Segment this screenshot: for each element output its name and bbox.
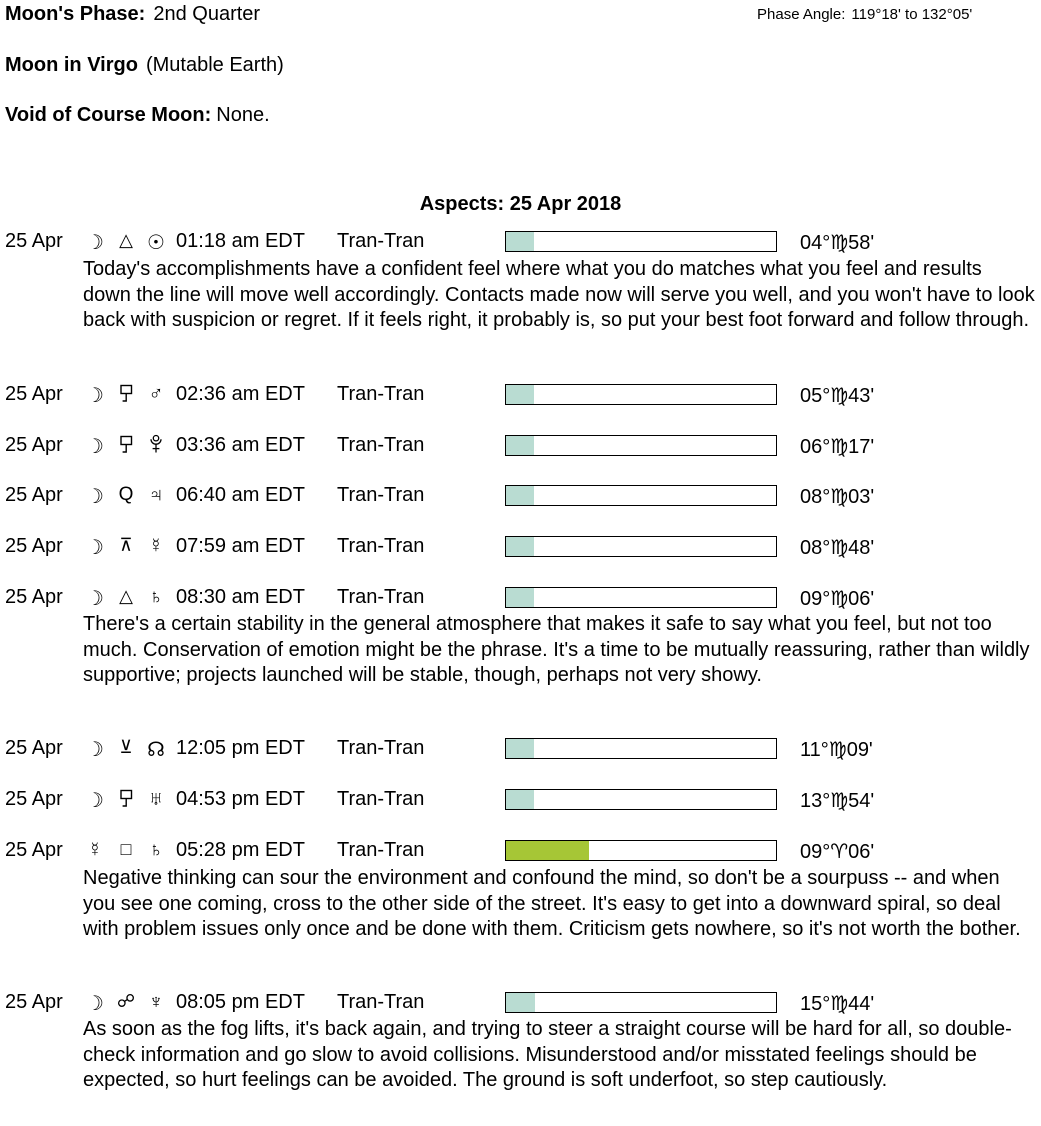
aspect-date: 25 Apr <box>5 230 63 252</box>
aspect-type: Tran-Tran <box>337 839 425 861</box>
mercury-icon: ☿ <box>87 839 103 861</box>
aspect-type: Tran-Tran <box>337 230 425 252</box>
phase-angle-label: Phase Angle: <box>757 6 846 23</box>
aspect-description: As soon as the fog lifts, it's back again, and trying to steer a straight course will be hard for all, so double-check information and go slow to avoid collisions. Misunderstood and/or misstated feelings should be expected, so hurt feelings can be avoided. The ground is soft underfoot, so step cautiously. <box>83 1018 1012 1092</box>
phase-angle-line <box>757 6 972 23</box>
moon-icon: ☽ <box>86 385 104 407</box>
aspect-date: 25 Apr <box>5 737 63 759</box>
aspect-description: Negative thinking can sour the environment and confound the mind, so don't be a sourpuss -- and when you see one coming, cross to the other side of the street. It's easy to get into a downward spiral, so deal with problem issues only once and be done with them. Criticism gets nowhere, so it's not worth the bother. <box>83 867 1021 941</box>
aspect-type: Tran-Tran <box>337 484 425 506</box>
orb-progress-bar <box>505 231 777 252</box>
aspect-type: Tran-Tran <box>337 586 425 608</box>
semisextile-icon: ⊻ <box>119 737 133 757</box>
aspect-row <box>0 535 1041 557</box>
orb-progress-fill <box>506 537 534 556</box>
orb-progress-fill <box>506 436 534 455</box>
aspect-time: 04:53 pm EDT <box>176 788 305 810</box>
north-node-icon: ☊ <box>147 739 165 761</box>
moon-sign-label: Moon in Virgo <box>5 54 138 76</box>
aspect-date: 25 Apr <box>5 839 63 861</box>
saturn-icon: ♄ <box>148 839 164 861</box>
saturn-icon: ♄ <box>148 586 164 608</box>
aspect-time: 03:36 am EDT <box>176 434 305 456</box>
aspects-title: Aspects: 25 Apr 2018 <box>419 193 622 215</box>
neptune-icon: ♆ <box>148 991 164 1013</box>
aspect-time: 05:28 pm EDT <box>176 839 305 861</box>
aspect-degree: 06°♍17' <box>800 436 875 458</box>
orb-progress-fill <box>506 486 534 505</box>
aspect-row <box>0 737 1041 759</box>
phase-angle-value: 119°18' to 132°05' <box>851 6 973 23</box>
orb-progress-bar <box>505 789 777 810</box>
aspect-type: Tran-Tran <box>337 788 425 810</box>
aspect-type: Tran-Tran <box>337 535 425 557</box>
quintile-icon: Q <box>118 484 134 505</box>
aspect-degree: 04°♍58' <box>800 232 875 254</box>
aspect-row <box>0 383 1041 405</box>
void-of-course-line <box>5 104 270 127</box>
moon-icon: ☽ <box>86 486 104 508</box>
moon-icon: ☽ <box>86 436 104 458</box>
aspect-type: Tran-Tran <box>337 737 425 759</box>
aspect-time: 01:18 am EDT <box>176 230 305 252</box>
orb-progress-fill <box>506 993 535 1012</box>
aspect-description: Today's accomplishments have a confident feel where what you do matches what you feel and results down the line will move well accordingly. Contacts made now will serve you well, and you won't have to look back with suspicion or regret. If it feels right, it probably is, so put your best foot forward and follow through. <box>83 258 1035 332</box>
orb-progress-bar <box>505 587 777 608</box>
aspect-degree: 08°♍48' <box>800 537 875 559</box>
void-of-course-label: Void of Course Moon: <box>5 104 212 126</box>
aspect-date: 25 Apr <box>5 991 63 1013</box>
orb-progress-bar <box>505 485 777 506</box>
moons-phase-label: Moon's Phase: <box>5 3 146 25</box>
orb-progress-bar <box>505 536 777 557</box>
moon-sign-line <box>5 54 284 77</box>
aspect-type: Tran-Tran <box>337 383 425 405</box>
orb-progress-fill <box>506 739 534 758</box>
aspect-time: 07:59 am EDT <box>176 535 305 557</box>
moons-phase-line <box>5 3 260 26</box>
uranus-icon: ♅ <box>148 788 164 810</box>
pluto-icon <box>142 434 170 457</box>
void-of-course-value: None. <box>216 104 270 126</box>
trine-icon: △ <box>119 586 133 606</box>
aspect-date: 25 Apr <box>5 586 63 608</box>
aspect-row <box>0 586 1041 608</box>
aspect-type: Tran-Tran <box>337 434 425 456</box>
aspect-date: 25 Apr <box>5 788 63 810</box>
sesquiquadrate-icon <box>112 434 140 457</box>
aspect-time: 08:05 pm EDT <box>176 991 305 1013</box>
aspect-row <box>0 788 1041 810</box>
orb-progress-fill <box>506 841 589 860</box>
square-icon: □ <box>120 839 132 859</box>
trine-icon: △ <box>119 230 133 250</box>
aspect-degree: 09°♈06' <box>800 841 875 863</box>
moon-icon: ☽ <box>86 739 104 761</box>
quincunx-icon: ⊼ <box>119 535 133 555</box>
aspect-time: 02:36 am EDT <box>176 383 305 405</box>
aspect-time: 06:40 am EDT <box>176 484 305 506</box>
aspect-description: There's a certain stability in the general atmosphere that makes it safe to say what you feel, but not too much. Conservation of emotion might be the phrase. It's a time to be mutually reassuring, rather than wildly supportive; projects launched will be stable, though, perhaps not very showy. <box>83 613 1030 687</box>
aspect-row <box>0 484 1041 506</box>
aspect-date: 25 Apr <box>5 484 63 506</box>
sesquiquadrate-icon <box>112 788 140 811</box>
moon-icon: ☽ <box>86 993 104 1015</box>
orb-progress-bar <box>505 435 777 456</box>
jupiter-icon: ♃ <box>148 484 164 506</box>
aspect-date: 25 Apr <box>5 535 63 557</box>
mercury-icon: ☿ <box>148 535 164 557</box>
aspect-degree: 13°♍54' <box>800 790 875 812</box>
mars-icon: ♂ <box>148 383 164 405</box>
aspect-date: 25 Apr <box>5 383 63 405</box>
orb-progress-bar <box>505 840 777 861</box>
aspect-degree: 11°♍09' <box>800 739 873 761</box>
aspect-degree: 15°♍44' <box>800 993 875 1015</box>
orb-progress-fill <box>506 385 534 404</box>
orb-progress-fill <box>506 232 534 251</box>
aspect-time: 08:30 am EDT <box>176 586 305 608</box>
moon-icon: ☽ <box>86 537 104 559</box>
moon-sign-value: (Mutable Earth) <box>145 54 284 76</box>
aspect-date: 25 Apr <box>5 434 63 456</box>
aspect-row <box>0 434 1041 456</box>
sesquiquadrate-icon <box>112 383 140 406</box>
aspect-time: 12:05 pm EDT <box>176 737 305 759</box>
aspect-degree: 08°♍03' <box>800 486 875 508</box>
aspect-row <box>0 991 1041 1013</box>
aspect-degree: 05°♍43' <box>800 385 875 407</box>
aspect-type: Tran-Tran <box>337 991 425 1013</box>
orb-progress-bar <box>505 384 777 405</box>
orb-progress-bar <box>505 738 777 759</box>
orb-progress-bar <box>505 992 777 1013</box>
moon-icon: ☽ <box>86 790 104 812</box>
moons-phase-value: 2nd Quarter <box>153 3 261 25</box>
aspect-row <box>0 230 1041 252</box>
aspect-row <box>0 839 1041 861</box>
sun-icon: ☉ <box>147 232 165 254</box>
opposition-icon: ☍ <box>116 991 136 1011</box>
orb-progress-fill <box>506 790 534 809</box>
orb-progress-fill <box>506 588 534 607</box>
moon-icon: ☽ <box>86 588 104 610</box>
moon-icon: ☽ <box>86 232 104 254</box>
aspect-degree: 09°♍06' <box>800 588 875 610</box>
